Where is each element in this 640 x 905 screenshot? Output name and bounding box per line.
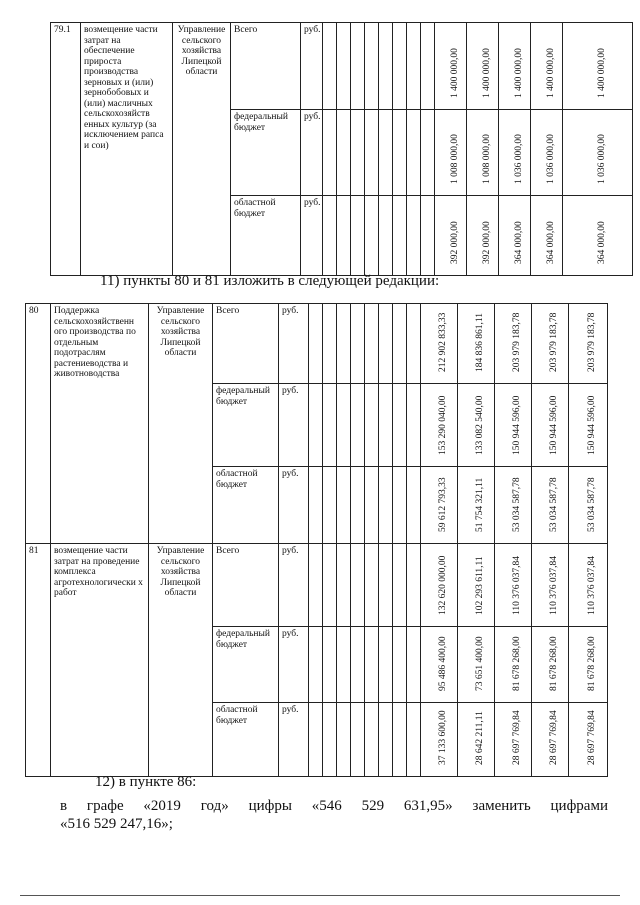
item-11-heading: 11) пункты 80 и 81 изложить в следующей редакции: (100, 273, 440, 289)
funding-source: федеральный бюджет (213, 384, 279, 467)
unit: руб. (279, 544, 309, 627)
empty-year-cell (365, 703, 379, 777)
amount-value: 203 979 183,78 (549, 312, 559, 372)
amount-value: 28 697 769,84 (512, 710, 522, 765)
empty-year-cell (365, 627, 379, 703)
amount-cell (531, 110, 563, 196)
amount-value: 53 034 587,78 (512, 477, 522, 532)
amount-value: 28 697 769,84 (549, 710, 559, 765)
empty-year-cell (337, 196, 351, 276)
table-row (51, 23, 633, 110)
empty-year-cell (393, 384, 407, 467)
empty-year-cell (337, 467, 351, 544)
empty-year-cell (351, 110, 365, 196)
amount-value: 53 034 587,78 (587, 477, 597, 532)
empty-year-cell (351, 467, 365, 544)
unit: руб. (279, 703, 309, 777)
unit: руб. (279, 304, 309, 384)
amount-cell (421, 384, 458, 467)
amount-value: 150 944 596,00 (587, 395, 597, 455)
empty-year-cell (365, 196, 379, 276)
amount-cell (563, 23, 633, 110)
amount-value: 95 486 400,00 (438, 636, 448, 691)
amount-value: 153 290 040,00 (438, 395, 448, 455)
amount-value: 37 133 600,00 (438, 710, 448, 765)
table-body (26, 304, 608, 777)
funding-source: областной бюджет (213, 467, 279, 544)
funding-source: Всего (231, 23, 301, 110)
table-row (26, 544, 608, 627)
empty-year-cell (323, 23, 337, 110)
table-body (51, 23, 633, 276)
empty-year-cell (323, 384, 337, 467)
amount-cell (435, 196, 467, 276)
amount-cell (467, 110, 499, 196)
empty-year-cell (351, 304, 365, 384)
row-number: 80 (26, 304, 51, 544)
amount-value: 1 400 000,00 (513, 48, 524, 98)
unit: руб. (279, 467, 309, 544)
funding-source: федеральный бюджет (213, 627, 279, 703)
funding-source: федеральный бюджет (231, 110, 301, 196)
amount-cell (495, 384, 532, 467)
empty-year-cell (309, 304, 323, 384)
funding-source: областной бюджет (213, 703, 279, 777)
amount-cell (569, 304, 608, 384)
empty-year-cell (351, 384, 365, 467)
unit: руб. (301, 110, 323, 196)
amount-value: 81 678 268,00 (512, 636, 522, 691)
funding-source: областной бюджет (231, 196, 301, 276)
amount-cell (569, 627, 608, 703)
empty-year-cell (365, 544, 379, 627)
measure-name: возмещение части затрат на проведение комплекса агротехнологически х работ (51, 544, 149, 777)
empty-year-cell (351, 196, 365, 276)
amount-cell (467, 23, 499, 110)
empty-year-cell (323, 110, 337, 196)
amount-value: 364 000,00 (596, 221, 607, 264)
empty-year-cell (379, 703, 393, 777)
empty-year-cell (323, 544, 337, 627)
empty-year-cell (379, 23, 393, 110)
amount-value: 28 642 211,11 (475, 711, 485, 765)
amount-cell (458, 703, 495, 777)
empty-year-cell (407, 627, 421, 703)
amount-value: 133 082 540,00 (475, 395, 485, 455)
empty-year-cell (407, 110, 421, 196)
row-number: 79.1 (51, 23, 81, 276)
amount-cell (458, 304, 495, 384)
amount-cell (531, 196, 563, 276)
amount-cell (421, 703, 458, 777)
empty-year-cell (379, 627, 393, 703)
empty-year-cell (379, 384, 393, 467)
amount-cell (421, 304, 458, 384)
empty-year-cell (379, 110, 393, 196)
empty-year-cell (337, 23, 351, 110)
empty-year-cell (393, 627, 407, 703)
unit: руб. (279, 384, 309, 467)
amount-cell (467, 196, 499, 276)
amount-value: 59 612 793,33 (438, 477, 448, 532)
empty-year-cell (323, 467, 337, 544)
amount-value: 81 678 268,00 (549, 636, 559, 691)
amount-value: 392 000,00 (449, 221, 460, 264)
amount-cell (458, 467, 495, 544)
amount-value: 110 376 037,84 (512, 555, 522, 615)
amount-value: 1 400 000,00 (596, 48, 607, 98)
empty-year-cell (337, 703, 351, 777)
amount-value: 150 944 596,00 (512, 395, 522, 455)
empty-year-cell (393, 544, 407, 627)
amount-value: 1 400 000,00 (449, 48, 460, 98)
amount-value: 132 620 000,00 (438, 555, 448, 615)
amount-value: 73 651 400,00 (475, 636, 485, 691)
funding-source: Всего (213, 544, 279, 627)
amount-value: 1 008 000,00 (481, 134, 492, 184)
amount-value: 203 979 183,78 (512, 312, 522, 372)
amount-cell (421, 544, 458, 627)
empty-year-cell (407, 544, 421, 627)
empty-year-cell (393, 304, 407, 384)
empty-year-cell (393, 110, 407, 196)
amount-cell (532, 467, 569, 544)
unit: руб. (301, 196, 323, 276)
amount-value: 110 376 037,84 (587, 555, 597, 615)
empty-year-cell (309, 544, 323, 627)
amount-value: 1 036 000,00 (513, 134, 524, 184)
amount-cell (458, 627, 495, 703)
amount-value: 1 400 000,00 (481, 48, 492, 98)
empty-year-cell (379, 544, 393, 627)
empty-year-cell (407, 703, 421, 777)
amount-cell (531, 23, 563, 110)
amount-cell (532, 627, 569, 703)
empty-year-cell (365, 384, 379, 467)
empty-year-cell (351, 544, 365, 627)
empty-year-cell (421, 23, 435, 110)
amount-cell (569, 703, 608, 777)
amount-value: 212 902 833,33 (438, 312, 448, 372)
empty-year-cell (365, 23, 379, 110)
amount-cell (532, 304, 569, 384)
empty-year-cell (407, 304, 421, 384)
empty-year-cell (351, 23, 365, 110)
amount-value: 28 697 769,84 (587, 710, 597, 765)
empty-year-cell (309, 703, 323, 777)
empty-year-cell (421, 196, 435, 276)
amount-cell (495, 304, 532, 384)
amount-value: 1 036 000,00 (596, 134, 607, 184)
amount-cell (458, 544, 495, 627)
amount-cell (421, 627, 458, 703)
measure-name: возмещение части затрат на обеспечение прироста производства зерновых и (или) зернобобовых и (или) масличных сельскохозяйств енных культур (за исключением рапса и сои) (81, 23, 173, 276)
empty-year-cell (323, 304, 337, 384)
amount-cell (499, 23, 531, 110)
responsible-org: Управление сельского хозяйства Липецкой области (149, 304, 213, 544)
amount-cell (499, 110, 531, 196)
amount-value: 1 036 000,00 (545, 134, 556, 184)
amount-value: 1 008 000,00 (449, 134, 460, 184)
responsible-org: Управление сельского хозяйства Липецкой области (149, 544, 213, 777)
amount-value: 53 034 587,78 (549, 477, 559, 532)
empty-year-cell (421, 110, 435, 196)
empty-year-cell (365, 467, 379, 544)
item-12-text-line2: «516 529 247,16»; (60, 816, 173, 832)
row-number: 81 (26, 544, 51, 777)
amount-value: 364 000,00 (513, 221, 524, 264)
empty-year-cell (365, 110, 379, 196)
item-12-heading: 12) в пункте 86: (95, 774, 197, 790)
budget-table-79-1 (50, 22, 633, 276)
empty-year-cell (379, 467, 393, 544)
empty-year-cell (393, 196, 407, 276)
empty-year-cell (407, 23, 421, 110)
amount-value: 364 000,00 (545, 221, 556, 264)
empty-year-cell (337, 627, 351, 703)
amount-value: 392 000,00 (481, 221, 492, 264)
amount-value: 102 293 611,11 (475, 556, 485, 615)
unit: руб. (301, 23, 323, 110)
item-12-text-line1: в графе «2019 год» цифры «546 529 631,95» заменить цифрами (60, 798, 608, 814)
amount-value: 150 944 596,00 (549, 395, 559, 455)
empty-year-cell (337, 304, 351, 384)
empty-year-cell (309, 627, 323, 703)
empty-year-cell (337, 384, 351, 467)
empty-year-cell (351, 627, 365, 703)
amount-cell (435, 110, 467, 196)
empty-year-cell (407, 384, 421, 467)
amount-cell (563, 196, 633, 276)
amount-cell (495, 703, 532, 777)
empty-year-cell (393, 703, 407, 777)
amount-value: 81 678 268,00 (587, 636, 597, 691)
amount-cell (499, 196, 531, 276)
amount-value: 110 376 037,84 (549, 555, 559, 615)
empty-year-cell (323, 703, 337, 777)
amount-cell (495, 544, 532, 627)
empty-year-cell (337, 110, 351, 196)
empty-year-cell (407, 196, 421, 276)
empty-year-cell (323, 196, 337, 276)
empty-year-cell (379, 304, 393, 384)
amount-cell (532, 703, 569, 777)
amount-cell (532, 384, 569, 467)
amount-cell (569, 544, 608, 627)
empty-year-cell (393, 467, 407, 544)
measure-name: Поддержка сельскохозяйственн ого производства по отдельным подотраслям растениеводства и животноводства (51, 304, 149, 544)
unit: руб. (279, 627, 309, 703)
empty-year-cell (323, 627, 337, 703)
empty-year-cell (365, 304, 379, 384)
budget-table-80-81 (25, 303, 608, 777)
amount-cell (569, 384, 608, 467)
amount-cell (532, 544, 569, 627)
empty-year-cell (351, 703, 365, 777)
amount-cell (421, 467, 458, 544)
responsible-org: Управление сельского хозяйства Липецкой области (173, 23, 231, 276)
empty-year-cell (407, 467, 421, 544)
amount-cell (495, 467, 532, 544)
amount-value: 51 754 321,11 (475, 477, 485, 532)
amount-cell (435, 23, 467, 110)
empty-year-cell (337, 544, 351, 627)
amount-value: 203 979 183,78 (587, 312, 597, 372)
page-bottom-rule (20, 895, 620, 896)
amount-cell (563, 110, 633, 196)
empty-year-cell (309, 384, 323, 467)
amount-cell (569, 467, 608, 544)
empty-year-cell (379, 196, 393, 276)
amount-cell (495, 627, 532, 703)
empty-year-cell (309, 467, 323, 544)
amount-cell (458, 384, 495, 467)
amount-value: 1 400 000,00 (545, 48, 556, 98)
table-row (26, 304, 608, 384)
funding-source: Всего (213, 304, 279, 384)
amount-value: 184 836 861,11 (475, 312, 485, 372)
empty-year-cell (393, 23, 407, 110)
